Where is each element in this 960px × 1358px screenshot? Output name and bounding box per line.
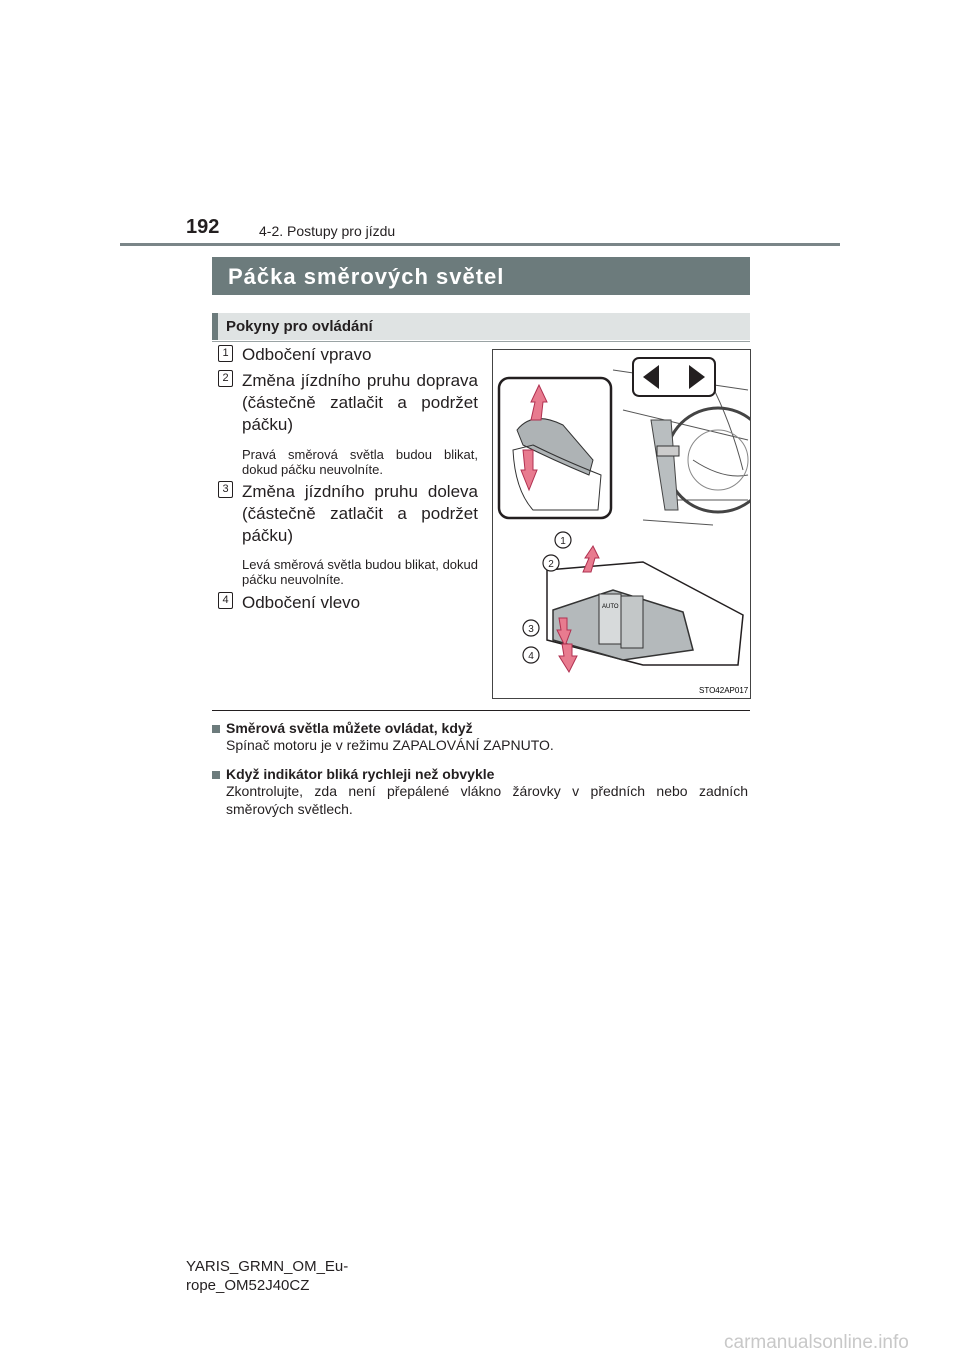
note-block <box>212 720 750 754</box>
note-body: Zkontrolujte, zda není přepálené vlákno žárovky v předních nebo zadních směrových světlech. <box>226 783 748 817</box>
step-title: Změna jízdního pruhu doleva (částečně zatlačit a podržet páčku) <box>242 482 478 545</box>
bullet-icon <box>212 771 220 779</box>
notes-divider <box>212 710 750 711</box>
header-divider <box>120 243 840 246</box>
auto-label: AUTO <box>602 604 619 610</box>
page-number: 192 <box>186 216 220 238</box>
step-note: Levá směrová světla budou blikat, dokud páčku neuvolníte. <box>242 557 478 587</box>
step-note: Pravá směrová světla budou blikat, dokud páčku neuvolníte. <box>242 447 478 477</box>
lever-drawing <box>493 350 750 698</box>
note-heading <box>212 720 750 736</box>
note-heading-text: Když indikátor bliká rychleji než obvykle <box>226 766 495 782</box>
step-number-icon: 4 <box>218 592 233 609</box>
step-number-icon: 1 <box>218 345 233 362</box>
step-number-icon: 3 <box>218 481 233 498</box>
note-body: Spínač motoru je v režimu ZAPALOVÁNÍ ZAPNUTO. <box>226 737 554 753</box>
note-heading <box>212 766 750 782</box>
footer-line-2: rope_OM52J40CZ <box>186 1277 310 1294</box>
note-block <box>212 766 750 818</box>
step-title: Odbočení vlevo <box>242 593 361 612</box>
note-heading-text: Směrová světla můžete ovládat, když <box>226 720 473 736</box>
step-title: Odbočení vpravo <box>242 345 372 364</box>
callout-4: 4 <box>528 651 534 662</box>
subsection-title: Pokyny pro ovládání <box>226 318 373 335</box>
footer-doc-id <box>186 1257 348 1295</box>
step-number-icon: 2 <box>218 370 233 387</box>
callout-3: 3 <box>528 624 534 635</box>
callout-1: 1 <box>560 536 566 547</box>
step-title: Změna jízdního pruhu doprava (částečně zatlačit a podržet páčku) <box>242 371 478 434</box>
subsection-divider <box>212 341 750 342</box>
callout-2: 2 <box>548 559 554 570</box>
subsection-accent <box>212 313 218 340</box>
watermark: carmanualsonline.info <box>724 1332 909 1353</box>
bullet-icon <box>212 725 220 733</box>
turn-signal-lever-illustration <box>492 349 751 699</box>
footer-line-1: YARIS_GRMN_OM_Eu- <box>186 1258 349 1275</box>
section-title: Páčka směrových světel <box>228 264 505 289</box>
illustration-code: STO42AP017 <box>699 686 749 695</box>
section-reference: 4-2. Postupy pro jízdu <box>259 223 396 239</box>
